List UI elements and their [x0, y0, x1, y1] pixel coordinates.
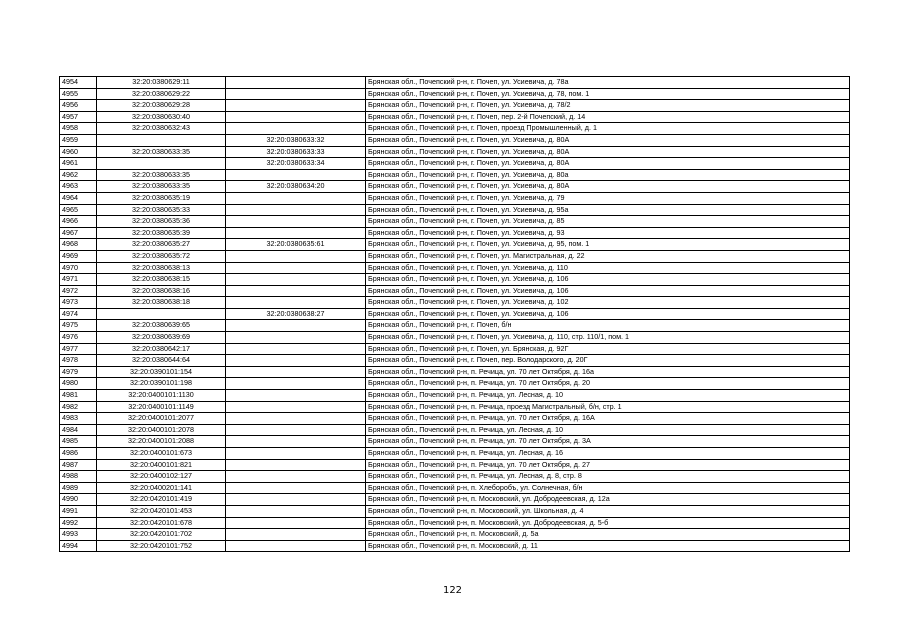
row-number-cell: 4985	[60, 436, 97, 448]
table-row	[60, 505, 850, 517]
address-cell: Брянская обл., Почепский р-н, г. Почеп, ул. Усиевича, д. 95а	[366, 204, 850, 216]
cadastral-number-cell: 32:20:0400102:127	[97, 471, 226, 483]
table-row	[60, 529, 850, 541]
row-number-cell: 4966	[60, 216, 97, 228]
cadastral-number-cell: 32:20:0380633:35	[97, 146, 226, 158]
row-number-cell: 4957	[60, 111, 97, 123]
table-row	[60, 204, 850, 216]
table-row	[60, 239, 850, 251]
row-number-cell: 4994	[60, 540, 97, 552]
address-cell: Брянская обл., Почепский р-н, п. Речица, проезд Магистральный, б/н, стр. 1	[366, 401, 850, 413]
table-row	[60, 77, 850, 89]
cadastral-number-cell: 32:20:0380635:39	[97, 227, 226, 239]
address-cell: Брянская обл., Почепский р-н, г. Почеп, ул. Усиевича, д. 79	[366, 192, 850, 204]
row-number-cell: 4989	[60, 482, 97, 494]
table-row	[60, 448, 850, 460]
address-cell: Брянская обл., Почепский р-н, п. Хлеборобъ, ул. Солнечная, б/н	[366, 482, 850, 494]
cadastral-number-cell	[97, 158, 226, 170]
linked-cadastral-number-cell	[226, 111, 366, 123]
table-row	[60, 88, 850, 100]
linked-cadastral-number-cell	[226, 540, 366, 552]
row-number-cell: 4977	[60, 343, 97, 355]
address-cell: Брянская обл., Почепский р-н, г. Почеп, пер. Володарского, д. 20Г	[366, 355, 850, 367]
cadastral-number-cell: 32:20:0380629:28	[97, 100, 226, 112]
address-cell: Брянская обл., Почепский р-н, п. Речица, ул. 70 лет Октября, д. 20	[366, 378, 850, 390]
row-number-cell: 4965	[60, 204, 97, 216]
row-number-cell: 4955	[60, 88, 97, 100]
row-number-cell: 4959	[60, 134, 97, 146]
linked-cadastral-number-cell	[226, 262, 366, 274]
linked-cadastral-number-cell	[226, 355, 366, 367]
cadastral-number-cell: 32:20:0380635:19	[97, 192, 226, 204]
table-row	[60, 413, 850, 425]
row-number-cell: 4958	[60, 123, 97, 135]
cadastral-number-cell: 32:20:0420101:752	[97, 540, 226, 552]
table-row	[60, 471, 850, 483]
table-row	[60, 216, 850, 228]
address-cell: Брянская обл., Почепский р-н, г. Почеп, ул. Усиевича, д. 78а	[366, 77, 850, 89]
row-number-cell: 4990	[60, 494, 97, 506]
cadastral-number-cell: 32:20:0400101:1130	[97, 390, 226, 402]
cadastral-number-cell: 32:20:0400201:141	[97, 482, 226, 494]
address-cell: Брянская обл., Почепский р-н, п. Речица, ул. Лесная, д. 16	[366, 448, 850, 460]
linked-cadastral-number-cell	[226, 482, 366, 494]
linked-cadastral-number-cell	[226, 401, 366, 413]
address-cell: Брянская обл., Почепский р-н, г. Почеп, ул. Усиевича, д. 102	[366, 297, 850, 309]
address-cell: Брянская обл., Почепский р-н, п. Речица, ул. Лесная, д. 8, стр. 8	[366, 471, 850, 483]
table-row	[60, 436, 850, 448]
address-cell: Брянская обл., Почепский р-н, г. Почеп, пер. 2-й Почепский, д. 14	[366, 111, 850, 123]
row-number-cell: 4982	[60, 401, 97, 413]
address-cell: Брянская обл., Почепский р-н, г. Почеп, ул. Усиевича, д. 93	[366, 227, 850, 239]
linked-cadastral-number-cell	[226, 343, 366, 355]
linked-cadastral-number-cell	[226, 390, 366, 402]
cadastral-number-cell: 32:20:0400101:1149	[97, 401, 226, 413]
address-cell: Брянская обл., Почепский р-н, г. Почеп, ул. Усиевича, д. 80А	[366, 146, 850, 158]
table-row	[60, 343, 850, 355]
row-number-cell: 4961	[60, 158, 97, 170]
row-number-cell: 4980	[60, 378, 97, 390]
table-row	[60, 320, 850, 332]
row-number-cell: 4974	[60, 308, 97, 320]
cadastral-number-cell: 32:20:0380635:33	[97, 204, 226, 216]
linked-cadastral-number-cell	[226, 285, 366, 297]
address-cell: Брянская обл., Почепский р-н, п. Речица, ул. 70 лет Октября, д. 3А	[366, 436, 850, 448]
cadastral-number-cell: 32:20:0380635:72	[97, 250, 226, 262]
address-cell: Брянская обл., Почепский р-н, п. Московский, ул. Добродеевская, д. 12а	[366, 494, 850, 506]
address-cell: Брянская обл., Почепский р-н, г. Почеп, ул. Усиевича, д. 106	[366, 285, 850, 297]
table-row	[60, 227, 850, 239]
table-row	[60, 169, 850, 181]
row-number-cell: 4988	[60, 471, 97, 483]
address-cell: Брянская обл., Почепский р-н, г. Почеп, ул. Усиевича, д. 80А	[366, 134, 850, 146]
table-row	[60, 100, 850, 112]
row-number-cell: 4963	[60, 181, 97, 193]
table-row	[60, 390, 850, 402]
cadastral-number-cell: 32:20:0380635:27	[97, 239, 226, 251]
linked-cadastral-number-cell	[226, 192, 366, 204]
linked-cadastral-number-cell	[226, 320, 366, 332]
address-cell: Брянская обл., Почепский р-н, г. Почеп, проезд Промышленный, д. 1	[366, 123, 850, 135]
linked-cadastral-number-cell	[226, 424, 366, 436]
table-row	[60, 111, 850, 123]
address-cell: Брянская обл., Почепский р-н, г. Почеп, ул. Усиевича, д. 106	[366, 308, 850, 320]
linked-cadastral-number-cell	[226, 529, 366, 541]
row-number-cell: 4993	[60, 529, 97, 541]
table-row	[60, 424, 850, 436]
cadastral-number-cell: 32:20:0420101:678	[97, 517, 226, 529]
cadastral-number-cell: 32:20:0380629:22	[97, 88, 226, 100]
linked-cadastral-number-cell	[226, 413, 366, 425]
address-cell: Брянская обл., Почепский р-н, п. Московский, д. 11	[366, 540, 850, 552]
address-cell: Брянская обл., Почепский р-н, г. Почеп, ул. Усиевича, д. 106	[366, 274, 850, 286]
row-number-cell: 4978	[60, 355, 97, 367]
table-row	[60, 332, 850, 344]
cadastral-number-cell: 32:20:0380633:35	[97, 169, 226, 181]
address-cell: Брянская обл., Почепский р-н, п. Московский, д. 5а	[366, 529, 850, 541]
row-number-cell: 4976	[60, 332, 97, 344]
linked-cadastral-number-cell	[226, 204, 366, 216]
cadastral-number-cell: 32:20:0400101:2077	[97, 413, 226, 425]
row-number-cell: 4972	[60, 285, 97, 297]
linked-cadastral-number-cell: 32:20:0380635:61	[226, 239, 366, 251]
row-number-cell: 4968	[60, 239, 97, 251]
cadastral-number-cell: 32:20:0390101:198	[97, 378, 226, 390]
linked-cadastral-number-cell	[226, 100, 366, 112]
linked-cadastral-number-cell: 32:20:0380633:33	[226, 146, 366, 158]
row-number-cell: 4987	[60, 459, 97, 471]
table-row	[60, 181, 850, 193]
table-row	[60, 123, 850, 135]
table-row	[60, 285, 850, 297]
linked-cadastral-number-cell: 32:20:0380633:32	[226, 134, 366, 146]
address-cell: Брянская обл., Почепский р-н, г. Почеп, ул. Усиевича, д. 110, стр. 110/1, пом. 1	[366, 332, 850, 344]
linked-cadastral-number-cell	[226, 216, 366, 228]
row-number-cell: 4991	[60, 505, 97, 517]
linked-cadastral-number-cell	[226, 77, 366, 89]
cadastral-number-cell: 32:20:0400101:673	[97, 448, 226, 460]
cadastral-number-cell: 32:20:0420101:453	[97, 505, 226, 517]
cadastral-number-cell	[97, 308, 226, 320]
address-cell: Брянская обл., Почепский р-н, г. Почеп, ул. Брянская, д. 92Г	[366, 343, 850, 355]
address-cell: Брянская обл., Почепский р-н, г. Почеп, ул. Усиевича, д. 78, пом. 1	[366, 88, 850, 100]
address-cell: Брянская обл., Почепский р-н, п. Московский, ул. Добродеевская, д. 5-б	[366, 517, 850, 529]
address-cell: Брянская обл., Почепский р-н, п. Речица, ул. Лесная, д. 10	[366, 390, 850, 402]
address-cell: Брянская обл., Почепский р-н, г. Почеп, ул. Усиевича, д. 80а	[366, 169, 850, 181]
address-cell: Брянская обл., Почепский р-н, г. Почеп, ул. Усиевича, д. 80А	[366, 158, 850, 170]
address-cell: Брянская обл., Почепский р-н, г. Почеп, ул. Усиевича, д. 95, пом. 1	[366, 239, 850, 251]
cadastral-number-cell: 32:20:0380630:40	[97, 111, 226, 123]
row-number-cell: 4969	[60, 250, 97, 262]
cadastral-number-cell: 32:20:0380632:43	[97, 123, 226, 135]
row-number-cell: 4962	[60, 169, 97, 181]
row-number-cell: 4973	[60, 297, 97, 309]
row-number-cell: 4956	[60, 100, 97, 112]
table-row	[60, 459, 850, 471]
row-number-cell: 4981	[60, 390, 97, 402]
address-cell: Брянская обл., Почепский р-н, г. Почеп, ул. Усиевича, д. 110	[366, 262, 850, 274]
table-row	[60, 158, 850, 170]
linked-cadastral-number-cell: 32:20:0380638:27	[226, 308, 366, 320]
table-row	[60, 262, 850, 274]
linked-cadastral-number-cell	[226, 169, 366, 181]
cadastral-number-cell: 32:20:0380639:69	[97, 332, 226, 344]
cadastral-number-cell: 32:20:0400101:821	[97, 459, 226, 471]
row-number-cell: 4986	[60, 448, 97, 460]
linked-cadastral-number-cell: 32:20:0380633:34	[226, 158, 366, 170]
table-row	[60, 192, 850, 204]
table-row	[60, 540, 850, 552]
linked-cadastral-number-cell	[226, 123, 366, 135]
table-row	[60, 134, 850, 146]
cadastral-number-cell: 32:20:0400101:2088	[97, 436, 226, 448]
cadastral-number-cell: 32:20:0380644:64	[97, 355, 226, 367]
linked-cadastral-number-cell	[226, 517, 366, 529]
row-number-cell: 4984	[60, 424, 97, 436]
address-cell: Брянская обл., Почепский р-н, г. Почеп, ул. Усиевича, д. 80А	[366, 181, 850, 193]
row-number-cell: 4954	[60, 77, 97, 89]
cadastral-number-cell: 32:20:0380639:65	[97, 320, 226, 332]
address-cell: Брянская обл., Почепский р-н, г. Почеп, ул. Магистральная, д. 22	[366, 250, 850, 262]
linked-cadastral-number-cell	[226, 448, 366, 460]
linked-cadastral-number-cell	[226, 494, 366, 506]
table-row	[60, 308, 850, 320]
row-number-cell: 4970	[60, 262, 97, 274]
cadastral-number-cell: 32:20:0380629:11	[97, 77, 226, 89]
address-cell: Брянская обл., Почепский р-н, п. Речица, ул. 70 лет Октября, д. 16А	[366, 413, 850, 425]
address-cell: Брянская обл., Почепский р-н, г. Почеп, ул. Усиевича, д. 78/2	[366, 100, 850, 112]
cadastral-number-cell: 32:20:0380633:35	[97, 181, 226, 193]
row-number-cell: 4992	[60, 517, 97, 529]
linked-cadastral-number-cell	[226, 471, 366, 483]
cadastral-number-cell: 32:20:0380638:16	[97, 285, 226, 297]
address-cell: Брянская обл., Почепский р-н, п. Речица, ул. 70 лет Октября, д. 16а	[366, 366, 850, 378]
linked-cadastral-number-cell	[226, 88, 366, 100]
row-number-cell: 4971	[60, 274, 97, 286]
cadastral-number-cell: 32:20:0380638:15	[97, 274, 226, 286]
table-row	[60, 378, 850, 390]
address-cell: Брянская обл., Почепский р-н, г. Почеп, ул. Усиевича, д. 85	[366, 216, 850, 228]
table-row	[60, 401, 850, 413]
linked-cadastral-number-cell	[226, 378, 366, 390]
linked-cadastral-number-cell	[226, 227, 366, 239]
linked-cadastral-number-cell	[226, 366, 366, 378]
cadastral-number-cell: 32:20:0380638:18	[97, 297, 226, 309]
table-row	[60, 366, 850, 378]
row-number-cell: 4983	[60, 413, 97, 425]
registry-table-body	[60, 77, 850, 552]
linked-cadastral-number-cell	[226, 297, 366, 309]
address-cell: Брянская обл., Почепский р-н, п. Речица, ул. Лесная, д. 10	[366, 424, 850, 436]
page-number: 122	[442, 585, 463, 596]
row-number-cell: 4979	[60, 366, 97, 378]
cadastral-number-cell: 32:20:0420101:419	[97, 494, 226, 506]
cadastral-number-cell: 32:20:0380638:13	[97, 262, 226, 274]
table-row	[60, 517, 850, 529]
row-number-cell: 4960	[60, 146, 97, 158]
table-row	[60, 355, 850, 367]
table-row	[60, 146, 850, 158]
table-row	[60, 482, 850, 494]
row-number-cell: 4967	[60, 227, 97, 239]
address-cell: Брянская обл., Почепский р-н, п. Речица, ул. 70 лет Октября, д. 27	[366, 459, 850, 471]
table-row	[60, 297, 850, 309]
cadastral-number-cell: 32:20:0380642:17	[97, 343, 226, 355]
linked-cadastral-number-cell	[226, 332, 366, 344]
linked-cadastral-number-cell	[226, 459, 366, 471]
cadastral-number-cell	[97, 134, 226, 146]
row-number-cell: 4975	[60, 320, 97, 332]
linked-cadastral-number-cell	[226, 274, 366, 286]
address-cell: Брянская обл., Почепский р-н, п. Московский, ул. Школьная, д. 4	[366, 505, 850, 517]
cadastral-number-cell: 32:20:0380635:36	[97, 216, 226, 228]
cadastral-number-cell: 32:20:0400101:2078	[97, 424, 226, 436]
linked-cadastral-number-cell	[226, 250, 366, 262]
property-registry-table	[59, 76, 850, 552]
address-cell: Брянская обл., Почепский р-н, г. Почеп, б/н	[366, 320, 850, 332]
row-number-cell: 4964	[60, 192, 97, 204]
linked-cadastral-number-cell	[226, 436, 366, 448]
table-row	[60, 274, 850, 286]
linked-cadastral-number-cell: 32:20:0380634:20	[226, 181, 366, 193]
cadastral-number-cell: 32:20:0390101:154	[97, 366, 226, 378]
linked-cadastral-number-cell	[226, 505, 366, 517]
table-row	[60, 494, 850, 506]
table-row	[60, 250, 850, 262]
cadastral-number-cell: 32:20:0420101:702	[97, 529, 226, 541]
